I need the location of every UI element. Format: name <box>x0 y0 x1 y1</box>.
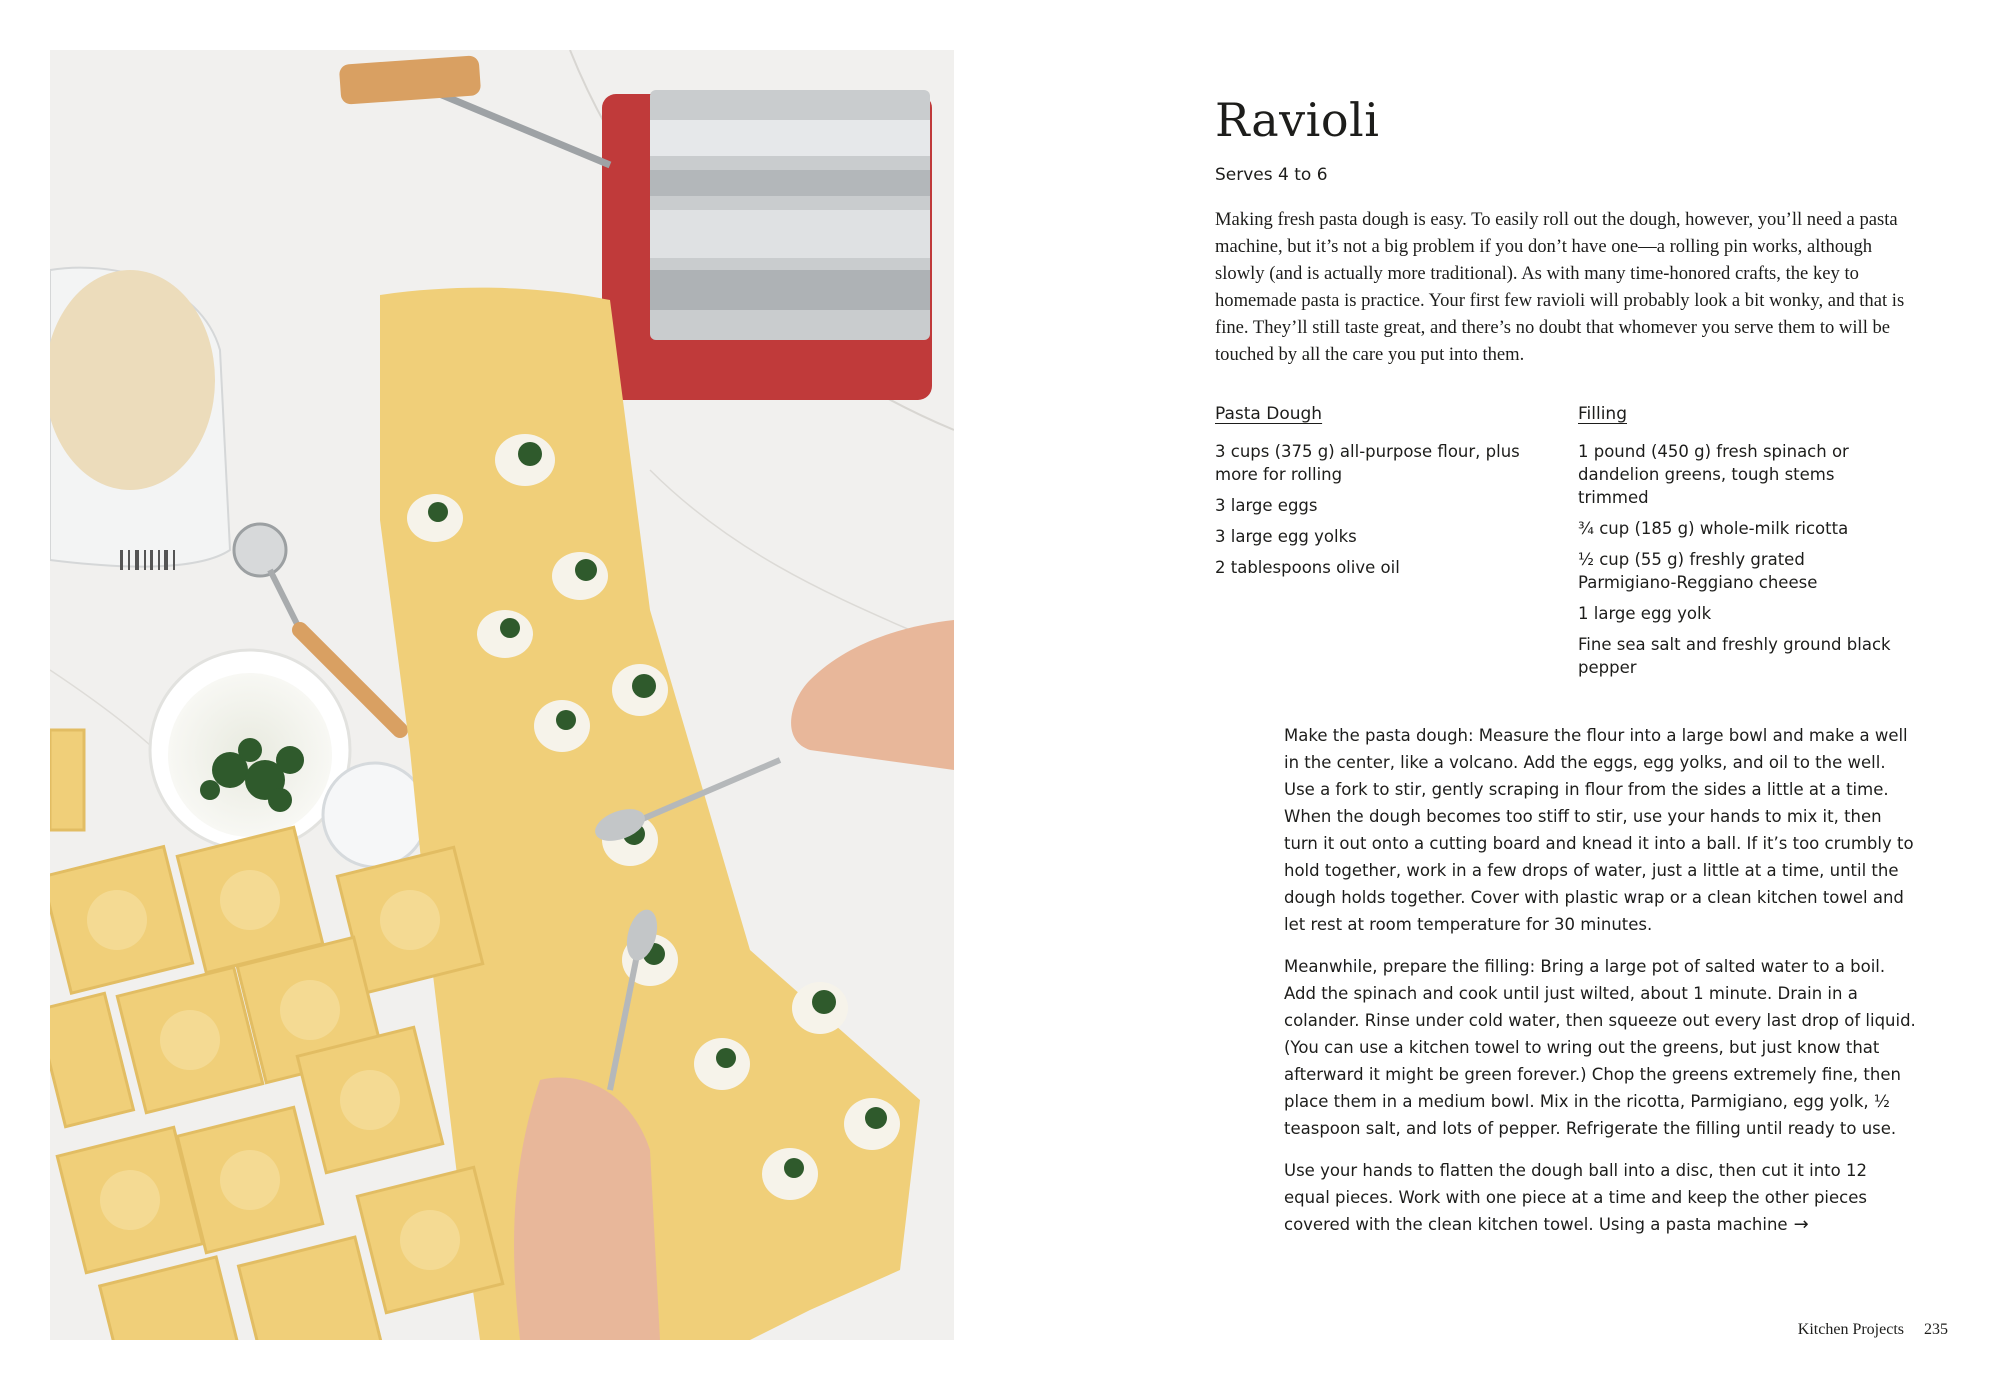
ingredient-item: 2 tablespoons olive oil <box>1215 558 1400 577</box>
ingredient-item: 1 large egg yolk <box>1578 604 1712 623</box>
recipe-intro: Making fresh pasta dough is easy. To easily roll out the dough, however, you’ll need a pasta machine, but it’s not a big problem if you don’t have one—a rolling pin works, although slowly (and is actually more traditional). As with many time-honored crafts, the key to homemade pasta is practice. Your first few ravioli will probably look a bit wonky, and that is fine. They’ll still taste great, and there’s no doubt that whomever you serve them to will be touched by all the care you put into them. <box>1215 209 1905 365</box>
ingredient-item: 3 large egg yolks <box>1215 527 1357 546</box>
pasta-dough-heading: Pasta Dough <box>1215 404 1323 424</box>
filling-bowl <box>150 650 350 850</box>
method-step-2: Meanwhile, prepare the filling: Bring a large pot of salted water to a boil. Add the spinach and cook until just wilted, about 1 minute. Drain in a colander. Rinse under cold water, then squeeze out every last drop of liquid. (You can use a kitchen towel to wring out the greens, but just know that afterward it might be green forever.) Chop the greens extremely fine, then place them in a medium bowl. Mix in the ricotta, Parmigiano, egg yolk, ½ teaspoon salt, and lots of pepper. Refrigerate the filling until ready to use. <box>1284 957 1916 1138</box>
section-name: Kitchen Projects <box>1797 1321 1904 1338</box>
page-footer <box>1798 1320 1948 1340</box>
ingredient-item: ½ cup (55 g) freshly grated Parmigiano-Reggiano cheese <box>1578 550 1818 592</box>
method-step-1: Make the pasta dough: Measure the flour into a large bowl and make a well in the center, like a volcano. Add the eggs, egg yolks, and oil to the well. Use a fork to stir, gently scraping in flour from the sides a little at a time. When the dough becomes too stiff to stir, use your hands to mix it, then turn it out onto a cutting board and knead it into a ball. If it’s too crumbly to hold together, work in a few drops of water, just a little at a time, until the dough holds together. Cover with plastic wrap or a clean kitchen towel and let rest at room temperature for 30 minutes. <box>1284 726 1914 934</box>
continue-arrow-icon: → <box>1793 1214 1809 1235</box>
ravioli-photo <box>50 50 954 1340</box>
ingredient-item: 1 pound (450 g) fresh spinach or dandelion greens, tough stems trimmed <box>1578 442 1849 507</box>
filling-heading: Filling <box>1578 404 1627 424</box>
ingredient-item: 3 cups (375 g) all-purpose flour, plus more for rolling <box>1215 442 1520 484</box>
method-step-3-text: Use your hands to flatten the dough ball into a disc, then cut it into 12 equal pieces. Work with one piece at a time and keep the other pieces covered with the clean kitchen towel. Using a pasta machine <box>1284 1161 1867 1234</box>
recipe-title: Ravioli <box>1215 93 1380 147</box>
pasta-dough-ingredients <box>1215 440 1545 587</box>
ingredient-item: 3 large eggs <box>1215 496 1318 515</box>
ingredient-item: Fine sea salt and freshly ground black pepper <box>1578 635 1891 677</box>
method-steps <box>1284 722 1916 1253</box>
method-step-3 <box>1284 1157 1916 1238</box>
filling-ingredients <box>1578 440 1898 687</box>
page-number: 235 <box>1924 1321 1948 1338</box>
serves-line: Serves 4 to 6 <box>1215 165 1328 185</box>
ingredient-item: ¾ cup (185 g) whole-milk ricotta <box>1578 519 1849 538</box>
water-glass <box>323 763 427 867</box>
